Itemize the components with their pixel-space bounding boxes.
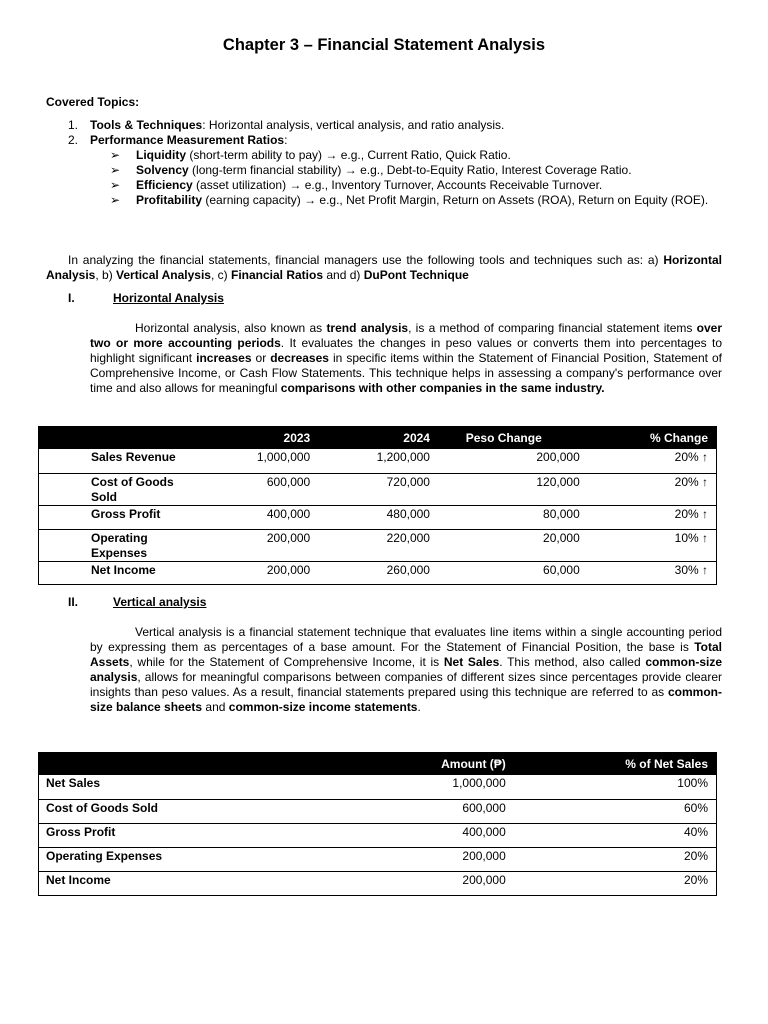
row-label: Operating Expenses xyxy=(39,847,309,871)
row-label: Net Income xyxy=(46,872,111,887)
table-row xyxy=(39,529,717,561)
cell-2024: 220,000 xyxy=(318,529,438,561)
table-row xyxy=(39,561,717,584)
table-row xyxy=(39,449,717,473)
section-1-heading: Horizontal Analysis xyxy=(113,291,224,305)
cell-2024: 1,200,000 xyxy=(318,449,438,473)
cell-pct: 20% xyxy=(514,847,717,871)
cell-peso-change: 20,000 xyxy=(438,529,588,561)
vertical-analysis-paragraph: Vertical analysis is a financial statement technique that evaluates line items within a single accounting period by expressing them as percentages of a base amount. For the Statement of Financial Position, the base is Total Assets, while for the Statement of Comprehensive Income, it is Net Sales. This method, also called common-size analysis, allows for meaningful comparisons between companies of different sizes since percentages provide clearer insights than peso values. As a result, financial statements prepared using this technique are referred to as common-size balance sheets and common-size income statements. xyxy=(90,625,723,714)
row-label: Cost of Goods Sold xyxy=(91,474,174,504)
horizontal-analysis-table xyxy=(38,426,717,585)
arrow-bullet-icon: ➢ xyxy=(110,193,121,207)
cell-2024: 260,000 xyxy=(386,562,430,577)
row-label: Net Income xyxy=(91,562,156,577)
row-label: Gross Profit xyxy=(91,506,161,521)
table-row xyxy=(39,823,717,847)
cell-2024: 720,000 xyxy=(318,473,438,505)
header-pct-change: % Change xyxy=(588,427,717,450)
cell-peso-change: 120,000 xyxy=(438,473,588,505)
cell-2023: 200,000 xyxy=(238,529,318,561)
cell-pct-change: 20% ↑ xyxy=(588,505,717,529)
row-label: Net Sales xyxy=(39,775,309,799)
row-label: Sales Revenue xyxy=(91,450,176,464)
cell-pct-change: 30% ↑ xyxy=(674,562,708,577)
header-blank xyxy=(39,427,239,450)
section-1-number: I. xyxy=(68,291,75,305)
vertical-analysis-table xyxy=(38,752,717,896)
cell-amount: 400,000 xyxy=(308,823,514,847)
cell-pct: 60% xyxy=(514,799,717,823)
subtopic-profitability: ➢ Profitability (earning capacity) → e.g., Net Profit Margin, Return on Assets (ROA), Return on Equity (ROE). xyxy=(110,193,709,207)
cell-2023: 200,000 xyxy=(266,562,311,577)
header-blank xyxy=(39,753,309,776)
arrow-bullet-icon: ➢ xyxy=(110,148,121,162)
cell-2023: 600,000 xyxy=(238,473,318,505)
topic-item-2: 2. Performance Measurement Ratios: xyxy=(68,133,288,147)
cell-pct-change: 20% ↑ xyxy=(588,473,717,505)
cell-pct-change: 20% ↑ xyxy=(588,449,717,473)
cell-amount: 600,000 xyxy=(308,799,514,823)
section-2-number: II. xyxy=(68,595,79,609)
arrow-bullet-icon: ➢ xyxy=(110,163,121,177)
cell-pct-change: 10% ↑ xyxy=(588,529,717,561)
covered-topics-heading: Covered Topics: xyxy=(46,95,140,109)
table-row xyxy=(39,871,717,895)
cell-peso-change: 60,000 xyxy=(543,562,580,577)
page-title: Chapter 3 – Financial Statement Analysis xyxy=(222,36,546,54)
row-label: Cost of Goods Sold xyxy=(39,799,309,823)
cell-pct: 40% xyxy=(514,823,717,847)
table-header-row xyxy=(39,427,717,450)
cell-peso-change: 200,000 xyxy=(438,449,588,473)
arrow-bullet-icon: ➢ xyxy=(110,178,121,192)
cell-2023: 1,000,000 xyxy=(238,449,318,473)
cell-amount: 200,000 xyxy=(308,847,514,871)
cell-2023: 400,000 xyxy=(238,505,318,529)
intro-paragraph: In analyzing the financial statements, financial managers use the following tools and techniques such as: a) Horizontal Analysis, b) Vertical Analysis, c) Financial Ratios and d) DuPont Technique xyxy=(46,253,722,282)
table-row xyxy=(39,847,717,871)
horizontal-analysis-paragraph: Horizontal analysis, also known as trend analysis, is a method of comparing financial statement items over two or more accounting periods. It evaluates the changes in peso values or converts them into percentages to highlight significant increases or decreases in specific items within the Statement of Financial Position, Statement of Comprehensive Income, or Cash Flow Statements. This technique helps in assessing a company's performance over time and also allows for meaningful comparisons with other companies in the same industry. xyxy=(90,321,722,395)
cell-peso-change: 80,000 xyxy=(438,505,588,529)
subtopic-solvency: ➢ Solvency (long-term financial stability) → e.g., Debt-to-Equity Ratio, Interest Coverage Ratio. xyxy=(110,163,632,177)
table-row xyxy=(39,799,717,823)
header-peso-change: Peso Change xyxy=(438,427,588,450)
cell-pct: 20% xyxy=(683,872,708,887)
header-amount: Amount (₱) xyxy=(308,753,514,776)
row-label: Gross Profit xyxy=(39,823,309,847)
table-row xyxy=(39,473,717,505)
cell-2024: 480,000 xyxy=(318,505,438,529)
subtopic-liquidity: ➢ Liquidity (short-term ability to pay) → e.g., Current Ratio, Quick Ratio. xyxy=(110,148,511,162)
header-pct-net-sales: % of Net Sales xyxy=(514,753,717,776)
header-2024: 2024 xyxy=(318,427,438,450)
cell-amount: 200,000 xyxy=(462,872,506,887)
section-2-heading: Vertical analysis xyxy=(113,595,207,609)
topic-item-1: 1. Tools & Techniques: Horizontal analysis, vertical analysis, and ratio analysis. xyxy=(68,118,505,132)
table-row xyxy=(39,505,717,529)
table-header-row xyxy=(39,753,717,776)
subtopic-efficiency: ➢ Efficiency (asset utilization) → e.g., Inventory Turnover, Accounts Receivable Turnover. xyxy=(110,178,603,192)
header-2023: 2023 xyxy=(238,427,318,450)
cell-amount: 1,000,000 xyxy=(308,775,514,799)
table-row xyxy=(39,775,717,799)
row-label: Operating Expenses xyxy=(91,530,148,560)
cell-pct: 100% xyxy=(514,775,717,799)
